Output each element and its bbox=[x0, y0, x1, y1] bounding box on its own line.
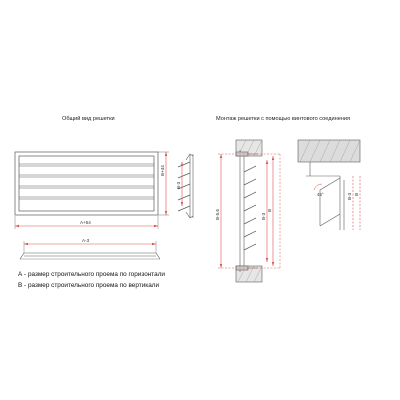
dim-detail-b-minus-3 bbox=[347, 176, 353, 230]
detail-view bbox=[298, 140, 360, 230]
dim-b-plus-44 bbox=[158, 152, 169, 215]
label-b-plus-44: B+44 bbox=[160, 165, 165, 176]
mounting-title: Монтаж решетки с помощью винтового соединения bbox=[216, 116, 351, 122]
grille-louvers bbox=[19, 164, 154, 199]
grille-front-view bbox=[15, 152, 158, 215]
legend-a: А - размер строительного проема по горизонтали bbox=[18, 271, 165, 278]
dim-b-mount bbox=[267, 156, 274, 266]
label-a-minus-3: A-3 bbox=[82, 238, 90, 243]
legend-b: В - размер строительного проема по вертикали bbox=[18, 282, 160, 289]
dim-b-minus-5-6 bbox=[215, 154, 222, 268]
grille-plan-view bbox=[20, 253, 160, 259]
label-b-minus-3-mount: B-3 bbox=[261, 212, 266, 220]
dim-detail-b bbox=[354, 176, 360, 230]
label-detail-b: B bbox=[354, 192, 359, 196]
label-angle: 45° bbox=[317, 192, 324, 197]
label-b-mount: B bbox=[267, 208, 272, 212]
label-b-minus-3-side: B-3 bbox=[176, 181, 181, 189]
general-view-title: Общий вид решетки bbox=[62, 116, 115, 122]
dim-a-plus-54 bbox=[15, 216, 158, 229]
label-detail-b-minus-3: B-3 bbox=[347, 192, 352, 200]
label-b-minus-5-6: B-5.6 bbox=[215, 209, 220, 220]
label-a-plus-54: A+54 bbox=[80, 220, 91, 225]
mounting-section bbox=[236, 140, 262, 282]
dim-a-minus-3 bbox=[24, 238, 156, 253]
